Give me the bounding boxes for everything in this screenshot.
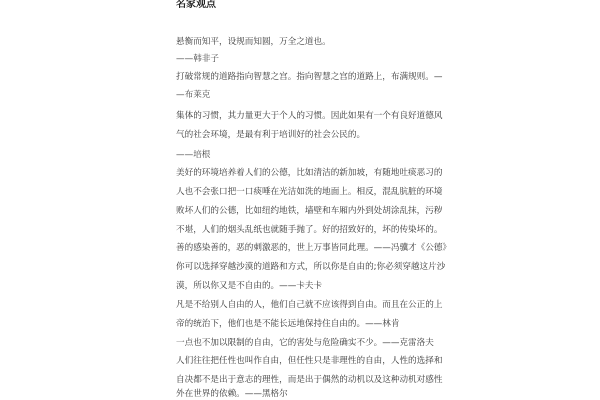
quote-line-2: 打破常规的道路指向智慧之宫。指向智慧之宫的道路上，布满规则。— <box>176 72 443 82</box>
page-title: 名家观点 <box>176 0 216 10</box>
paragraph-line-2: 人也不会张口把一口痰唾在光洁如洗的地面上。相反，混乱肮脏的环境 <box>176 187 443 197</box>
attribution-line-3: ——培根 <box>176 150 211 160</box>
paragraph-line-10: 一点也不加以限制的自由，它的害处与危险确实不少。——克雷洛夫 <box>176 338 434 348</box>
paragraph-line-3: 败坏人们的公德，比如纽约地铁，墙壁和车厢内外到处胡涂乱抹，污秽 <box>176 206 443 216</box>
quote-line-1: 悬衡而知平，设规而知圆，万全之道也。 <box>176 37 331 47</box>
attribution-line-2: —布莱克 <box>176 90 211 100</box>
paragraph-line-6: 你可以选择穿越沙漠的道路和方式，所以你是自由的;你必须穿越这片沙 <box>176 262 446 272</box>
quote-line-3: 集体的习惯，其力量更大于个人的习惯。因此如果有一个有良好道德风 <box>176 111 443 121</box>
paragraph-line-7: 漠，所以你又是不自由的。——卡夫卡 <box>176 281 323 291</box>
paragraph-line-5: 善的感染善的，恶的刺激恶的，世上万事皆同此理。——冯骥才《公德》 <box>176 243 452 253</box>
paragraph-line-1: 美好的环境培养着人们的公德，比如清洁的新加坡，有随地吐痰恶习的 <box>176 168 443 178</box>
paragraph-line-12: 自决都不是出于意志的理性，而是出于偶然的动机以及这种动机对感性 <box>176 375 443 385</box>
paragraph-line-4: 不堪，人们的烟头乱纸也就随手抛了。好的招致好的，坏的传染坏的。 <box>176 225 443 235</box>
paragraph-line-11: 人们往往把任性也叫作自由，但任性只是非理性的自由，人性的选择和 <box>176 356 443 366</box>
attribution-line-1: ——韩非子 <box>176 54 219 64</box>
paragraph-line-13: 外在世界的依赖。——黑格尔 <box>176 389 288 399</box>
paragraph-line-8: 凡是不给别人自由的人，他们自己就不应该得到自由。而且在公正的上 <box>176 300 443 310</box>
quote-line-4: 气的社会环境，是最有利于培训好的社会公民的。 <box>176 130 366 140</box>
paragraph-line-9: 帝的统治下，他们也是不能长远地保持住自由的。——林肯 <box>176 319 400 329</box>
